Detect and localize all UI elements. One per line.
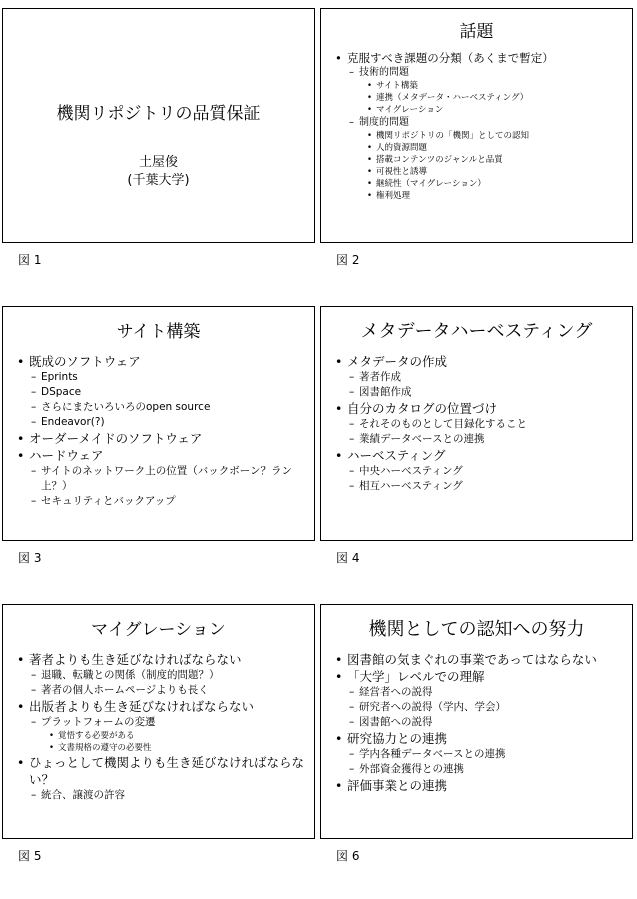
bullet-level-1: • ひょっとして機関よりも生き延びなければならない？ <box>17 754 308 788</box>
slide-3-bullets <box>3 353 314 509</box>
slide-4-title: メタデータハーベスティング <box>360 321 593 342</box>
bullet-level-2: – 退職、転職との関係（制度的問題？） <box>31 668 308 683</box>
bullet-level-1: • 研究協力との連携 <box>335 730 626 747</box>
bullet-level-3: • 可視性と誘導 <box>367 166 626 178</box>
bullet-level-1: • 克服すべき課題の分類（あくまで暫定） <box>335 51 626 66</box>
slide-5-title: マイグレーション <box>91 620 226 640</box>
bullet-level-1: • 評価事業との連携 <box>335 777 626 794</box>
bullet-level-2: – 著者作成 <box>349 370 626 385</box>
bullet-level-2: – 中央ハーベスティング <box>349 464 626 479</box>
bullet-level-1: • 既成のソフトウェア <box>17 353 308 370</box>
bullet-level-2: – 相互ハーベスティング <box>349 479 626 494</box>
bullet-level-3: • 覚悟する必要がある <box>49 730 308 742</box>
slide-6-caption: 図 6 <box>336 849 360 863</box>
bullet-level-3: • マイグレーション <box>367 104 626 116</box>
bullet-level-3: • 機関リポジトリの「機関」としての認知 <box>367 130 626 142</box>
slide-1 <box>2 8 315 243</box>
bullet-level-3: • 人的資源問題 <box>367 142 626 154</box>
bullet-level-2: – プラットフォームの変遷 <box>31 715 308 730</box>
bullet-level-2: – 統合、譲渡の許容 <box>31 788 308 803</box>
slide-5 <box>2 604 315 839</box>
bullet-level-2: – DSpace <box>31 385 308 400</box>
bullet-level-2: – 技術的問題 <box>349 66 626 80</box>
bullet-level-2: – 著者の個人ホームページよりも長く <box>31 683 308 698</box>
slide-5-bullets <box>3 651 314 803</box>
slide-6-bullets <box>321 651 632 794</box>
bullet-level-2: – 図書館作成 <box>349 385 626 400</box>
bullet-level-1: • 著者よりも生き延びなければならない <box>17 651 308 668</box>
bullet-level-2: – Eprints <box>31 370 308 385</box>
slide-2 <box>320 8 633 243</box>
bullet-level-3: • 連携（メタデータ・ハーベスティング） <box>367 92 626 104</box>
bullet-level-1: • 図書館の気まぐれの事業であってはならない <box>335 651 626 668</box>
bullet-level-2: – 外部資金獲得との連携 <box>349 762 626 777</box>
bullet-level-1: • 出版者よりも生き延びなければならない <box>17 698 308 715</box>
slide-2-title: 話題 <box>459 22 494 42</box>
bullet-level-1: • 「大学」レベルでの理解 <box>335 668 626 685</box>
bullet-level-2: – セキュリティとバックアップ <box>31 494 308 509</box>
bullet-level-2: – Endeavor(?) <box>31 415 308 430</box>
slide-4-caption: 図 4 <box>336 551 360 565</box>
bullet-level-1: • 自分のカタログの位置づけ <box>335 400 626 417</box>
bullet-level-3: • サイト構築 <box>367 80 626 92</box>
bullet-level-2: – 経営者への説得 <box>349 685 626 700</box>
bullet-level-1: • ハードウェア <box>17 447 308 464</box>
bullet-level-2: – 制度的問題 <box>349 116 626 130</box>
slide-1-affiliation: (千葉大学) <box>127 173 190 188</box>
bullet-level-1: • メタデータの作成 <box>335 353 626 370</box>
slide-6 <box>320 604 633 839</box>
slide-2-caption: 図 2 <box>336 253 360 267</box>
bullet-level-2: – 図書館への説得 <box>349 715 626 730</box>
slide-4-bullets <box>321 353 632 494</box>
bullet-level-3: • 権利処理 <box>367 190 626 202</box>
slide-4 <box>320 306 633 541</box>
slide-1-title: 機関リポジトリの品質保証 <box>56 104 261 124</box>
bullet-level-2: – 研究者への説得（学内、学会） <box>349 700 626 715</box>
bullet-level-2: – 学内各種データベースとの連携 <box>349 747 626 762</box>
bullet-level-1: • オーダーメイドのソフトウェア <box>17 430 308 447</box>
bullet-level-2: – さらにまたいろいろのopen source <box>31 400 308 415</box>
bullet-level-3: • 搭載コンテンツのジャンルと品質 <box>367 154 626 166</box>
bullet-level-1: • ハーベスティング <box>335 447 626 464</box>
slide-3-caption: 図 3 <box>18 551 42 565</box>
slide-1-caption: 図 1 <box>18 253 42 267</box>
bullet-level-3: • 文書規格の遵守の必要性 <box>49 742 308 754</box>
slide-2-bullets <box>321 51 632 202</box>
slide-5-caption: 図 5 <box>18 849 42 863</box>
bullet-level-3: • 継続性（マイグレーション） <box>367 178 626 190</box>
slide-3 <box>2 306 315 541</box>
slide-6-title: 機関としての認知への努力 <box>368 619 585 640</box>
slide-1-author: 土屋俊 <box>138 155 178 170</box>
bullet-level-2: – それそのものとして目録化すること <box>349 417 626 432</box>
slide-3-title: サイト構築 <box>116 322 201 342</box>
bullet-level-2: – サイトのネットワーク上の位置（バックボーン？ラン上？） <box>31 464 308 494</box>
bullet-level-2: – 業績データベースとの連携 <box>349 432 626 447</box>
